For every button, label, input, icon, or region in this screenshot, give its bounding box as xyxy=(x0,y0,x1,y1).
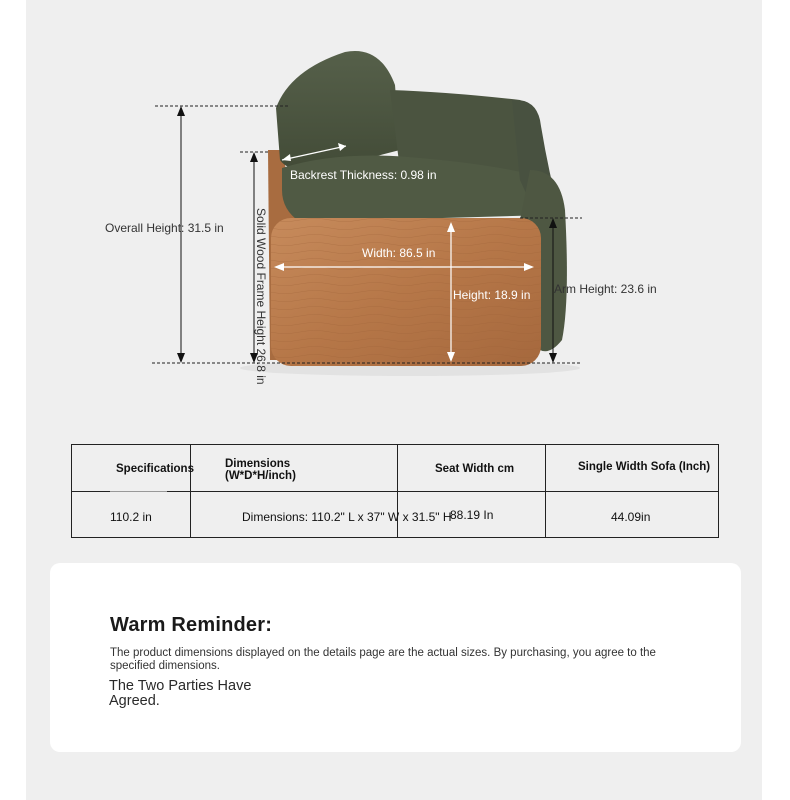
reminder-body: The product dimensions displayed on the details page are the actual sizes. By purchasing, you agree to the specified dimensions. xyxy=(110,647,656,672)
height-label: Height: 18.9 in xyxy=(453,288,531,302)
overall-height-label: Overall Height: 31.5 in xyxy=(105,221,224,235)
width-label: Width: 86.5 in xyxy=(362,246,436,260)
warm-reminder-card xyxy=(50,563,741,752)
header-dimensions xyxy=(225,458,296,482)
header-single-width: Single Width Sofa (Inch) xyxy=(578,461,711,473)
reminder-title: Warm Reminder: xyxy=(110,614,273,636)
cell-seat-width-value: 88.19 In xyxy=(450,508,494,522)
cell-single-width-value: 44.09in xyxy=(611,510,651,524)
backrest-cushion xyxy=(276,51,400,171)
header-seat-width: Seat Width cm xyxy=(435,463,515,475)
header-dimensions-line2: (W*D*H/inch) xyxy=(225,470,296,482)
spec-table xyxy=(71,444,719,538)
header-specifications: Specifications xyxy=(116,463,194,475)
cell-dimensions-value: Dimensions: 110.2" L x 37" W x 31.5" H xyxy=(242,510,452,524)
reminder-agreement: The Two Parties Have Agreed. xyxy=(109,678,252,709)
backrest-thickness-label: Backrest Thickness: 0.98 in xyxy=(290,168,437,182)
frame-height-label: Solid Wood Frame Height 26.8 in xyxy=(254,208,268,385)
header-dimensions-line1: Dimensions xyxy=(225,458,291,470)
cell-spec-value: 110.2 in xyxy=(110,510,152,524)
arm-height-label: Arm Height: 23.6 in xyxy=(554,282,657,296)
